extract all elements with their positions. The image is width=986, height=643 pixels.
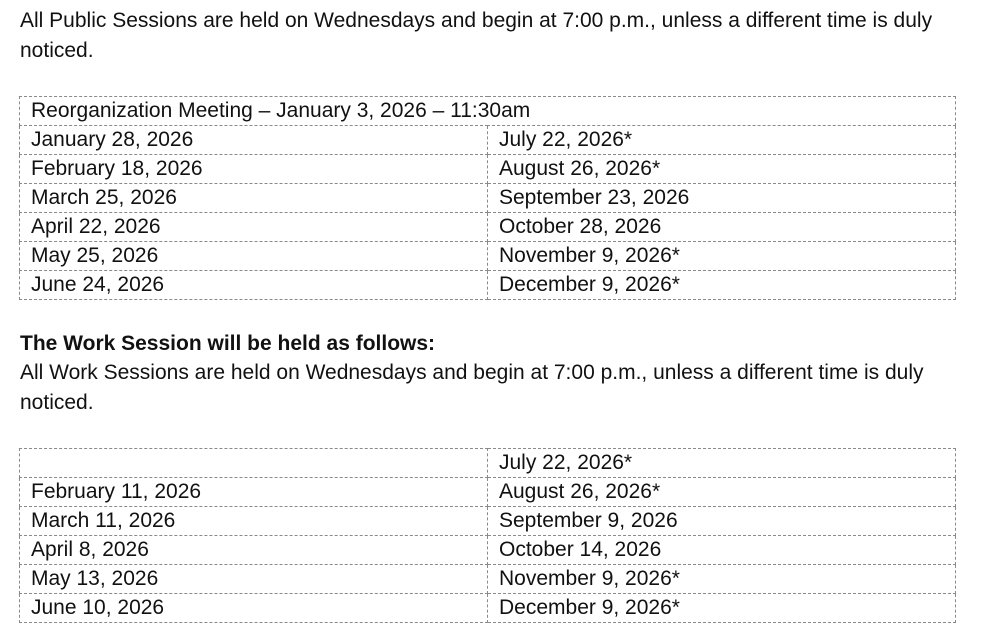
table-cell: May 25, 2026: [20, 242, 488, 271]
table-cell: November 9, 2026*: [488, 565, 956, 594]
table-cell: December 9, 2026*: [488, 594, 956, 623]
table-cell: July 22, 2026*: [488, 126, 956, 155]
table-cell: July 22, 2026*: [488, 449, 956, 478]
table-cell: August 26, 2026*: [488, 478, 956, 507]
table-cell: October 28, 2026: [488, 213, 956, 242]
table-row: [20, 97, 956, 126]
table-cell: June 10, 2026: [20, 594, 488, 623]
work-sessions-table: [19, 448, 956, 623]
table-cell: September 9, 2026: [488, 507, 956, 536]
table-cell: April 22, 2026: [20, 213, 488, 242]
table-row: [20, 536, 956, 565]
table-cell: February 11, 2026: [20, 478, 488, 507]
table-cell: October 14, 2026: [488, 536, 956, 565]
table-row: [20, 242, 956, 271]
table-cell: [20, 449, 488, 478]
table-row: [20, 184, 956, 213]
table-row: [20, 565, 956, 594]
work-sessions-intro: All Work Sessions are held on Wednesdays and begin at 7:00 p.m., unless a different time is duly noticed.: [20, 361, 924, 414]
table-cell: August 26, 2026*: [488, 155, 956, 184]
table-cell: June 24, 2026: [20, 271, 488, 300]
table-cell: May 13, 2026: [20, 565, 488, 594]
table-cell: December 9, 2026*: [488, 271, 956, 300]
table-row: [20, 478, 956, 507]
table-row: [20, 213, 956, 242]
table-cell: March 25, 2026: [20, 184, 488, 213]
table-row: [20, 507, 956, 536]
table-cell: September 23, 2026: [488, 184, 956, 213]
table-row: [20, 594, 956, 623]
table-row: [20, 155, 956, 184]
table-cell: April 8, 2026: [20, 536, 488, 565]
table-row: [20, 449, 956, 478]
table-cell: February 18, 2026: [20, 155, 488, 184]
public-sessions-intro: All Public Sessions are held on Wednesdays and begin at 7:00 p.m., unless a different time is duly noticed.: [20, 9, 933, 62]
table-row: [20, 126, 956, 155]
table-cell: November 9, 2026*: [488, 242, 956, 271]
reorganization-meeting-cell: Reorganization Meeting – January 3, 2026 – 11:30am: [20, 97, 956, 126]
table-cell: January 28, 2026: [20, 126, 488, 155]
table-cell: March 11, 2026: [20, 507, 488, 536]
public-sessions-table: [19, 96, 956, 300]
work-session-heading: The Work Session will be held as follows:: [20, 332, 436, 355]
table-row: [20, 271, 956, 300]
